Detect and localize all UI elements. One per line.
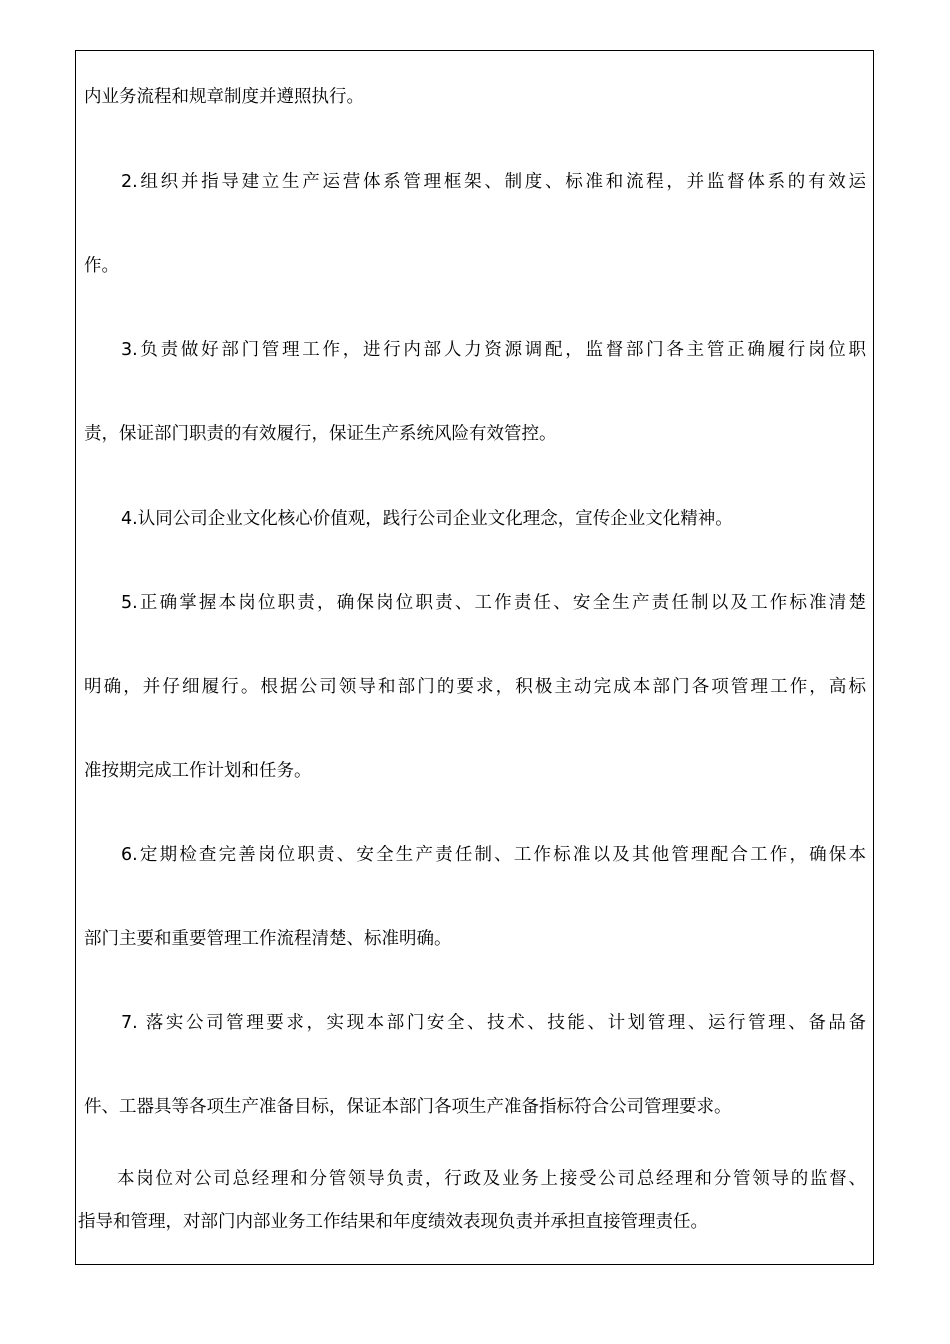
text-line: 6.定期检查完善岗位职责、安全生产责任制、工作标准以及其他管理配合工作，确保本 — [121, 845, 866, 865]
document-frame — [75, 50, 874, 1265]
text-line: 内业务流程和规章制度并遵照执行。 — [84, 87, 364, 107]
text-line: 2.组织并指导建立生产运营体系管理框架、制度、标准和流程，并监督体系的有效运 — [121, 172, 866, 192]
text-line: 明确，并仔细履行。根据公司领导和部门的要求，积极主动完成本部门各项管理工作，高标 — [84, 677, 866, 697]
text-line: 准按期完成工作计划和任务。 — [84, 761, 312, 781]
text-line: 件、工器具等各项生产准备目标，保证本部门各项生产准备指标符合公司管理要求。 — [84, 1097, 732, 1117]
text-line: 5.正确掌握本岗位职责，确保岗位职责、工作责任、安全生产责任制以及工作标准清楚 — [121, 593, 866, 613]
text-line: 本岗位对公司总经理和分管领导负责，行政及业务上接受公司总经理和分管领导的监督、 — [117, 1169, 866, 1189]
text-line: 责，保证部门职责的有效履行，保证生产系统风险有效管控。 — [84, 424, 557, 444]
text-line: 7. 落实公司管理要求，实现本部门安全、技术、技能、计划管理、运行管理、备品备 — [121, 1013, 866, 1033]
text-line: 作。 — [84, 256, 119, 276]
text-line: 指导和管理，对部门内部业务工作结果和年度绩效表现负责并承担直接管理责任。 — [78, 1212, 708, 1232]
text-line: 4.认同公司企业文化核心价值观，践行公司企业文化理念，宣传企业文化精神。 — [121, 509, 733, 529]
text-line: 3.负责做好部门管理工作，进行内部人力资源调配，监督部门各主管正确履行岗位职 — [121, 340, 866, 360]
text-line: 部门主要和重要管理工作流程清楚、标准明确。 — [84, 929, 452, 949]
